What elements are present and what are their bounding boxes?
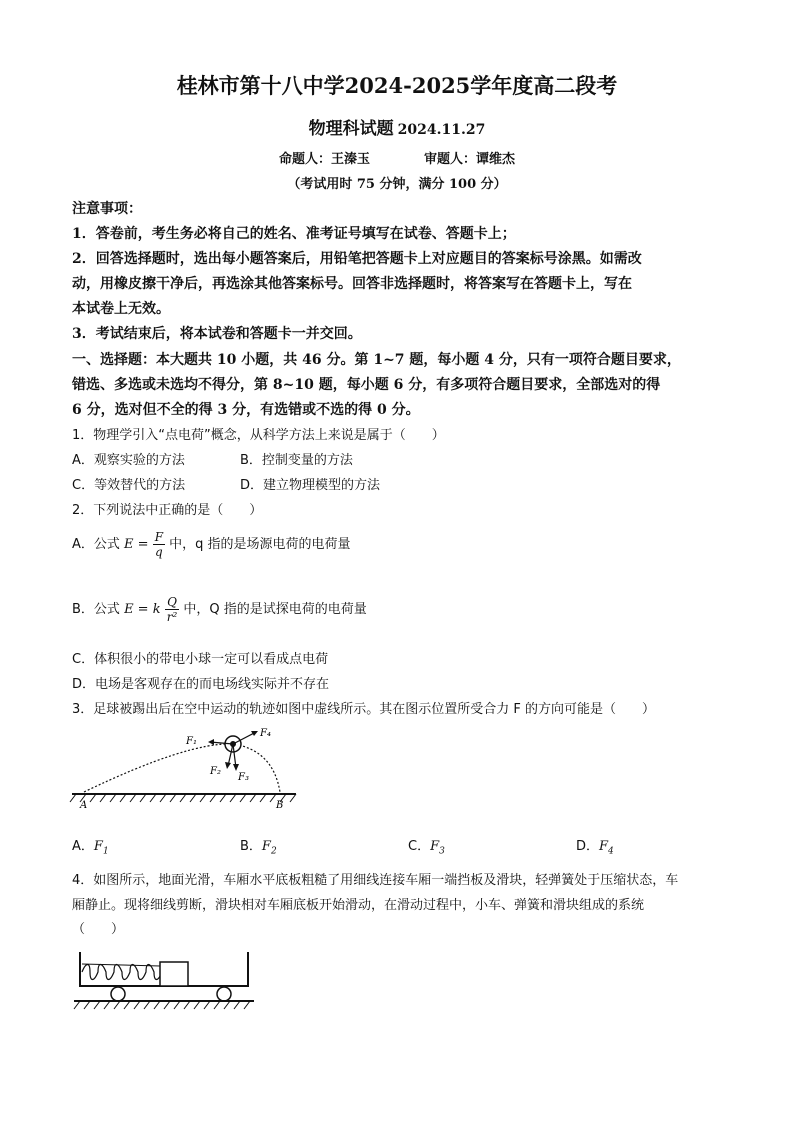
exam-title: 桂林市第十八中学2024-2025学年度高二段考 bbox=[176, 73, 618, 98]
option-label: B．公式 bbox=[72, 602, 120, 617]
slider-block bbox=[160, 962, 188, 986]
option-var: F bbox=[261, 839, 271, 854]
option-sub: 2 bbox=[270, 846, 277, 857]
formula-lhs: E = k bbox=[124, 602, 161, 617]
q3-option-d bbox=[576, 835, 614, 857]
option-var: F bbox=[430, 839, 440, 854]
q1-stem: 1．物理学引入“点电荷”概念，从科学方法上来说是属于（ ） bbox=[72, 428, 445, 443]
q4-stem: 4．如图所示，地面光滑，车厢水平底板粗糙了用细线连接车厢一端挡板及滑块，轻弹簧处于压缩状态，车 bbox=[72, 873, 679, 888]
ground-hatching bbox=[70, 794, 296, 802]
arrowhead bbox=[225, 762, 231, 769]
note-line: 1．答卷前，考生务必将自己的姓名、准考证号填写在试卷、答题卡上； bbox=[72, 226, 516, 242]
q3-stem: 3．足球被踢出后在空中运动的轨迹如图中虚线所示。其在图示位置所受合力 F 的方向可能是（ ） bbox=[72, 702, 656, 717]
q4-stem: 厢静止。现将细线剪断，滑块相对车厢底板开始滑动，在滑动过程中，小车、弹簧和滑块组成的系统 bbox=[72, 898, 645, 913]
option-label: C． bbox=[408, 839, 431, 854]
option-label: B． bbox=[240, 839, 262, 854]
section-instructions: 错选、多选或未选均不得分，第 8~10 题，每小题 6 分，有多项符合题目要求，全部选对的得 bbox=[72, 377, 661, 393]
author: 命题人：王溱玉 bbox=[278, 152, 370, 167]
q4-stem: （ ） bbox=[72, 922, 125, 937]
q3-option-c bbox=[408, 835, 445, 857]
option-label: A．公式 bbox=[72, 537, 120, 552]
fraction bbox=[153, 530, 165, 559]
section-instructions: 6 分，选对但不全的得 3 分，有选错或不选的得 0 分。 bbox=[72, 402, 420, 418]
option-text: 中，Q 指的是试探电荷的电荷量 bbox=[183, 602, 367, 617]
q1-option-a: A．观察实验的方法 bbox=[72, 453, 185, 468]
label-f3: F₃ bbox=[238, 772, 249, 783]
option-var: F bbox=[93, 839, 103, 854]
cart-spring-figure bbox=[70, 948, 256, 1012]
label-f4: F₄ bbox=[260, 728, 271, 739]
section-instructions: 一、选择题：本大题共 10 小题，共 46 分。第 1~7 题，每小题 4 分，只有一项符合题目要求， bbox=[72, 352, 681, 368]
q2-option-c: C．体积很小的带电小球一定可以看成点电荷 bbox=[72, 652, 329, 667]
option-sub: 3 bbox=[439, 846, 445, 857]
note-line: 本试卷上无效。 bbox=[72, 301, 170, 317]
q2-option-d: D．电场是客观存在的而电场线实际并不存在 bbox=[72, 677, 330, 692]
q3-option-b bbox=[240, 835, 277, 857]
note-line: 动，用橡皮擦干净后，再选涂其他答案标号。回答非选择题时，将答案写在答题卡上，写在 bbox=[72, 276, 632, 292]
notes-heading: 注意事项： bbox=[72, 201, 142, 217]
q1-option-d: D．建立物理模型的方法 bbox=[240, 478, 381, 493]
label-f2: F₂ bbox=[210, 766, 221, 777]
arrowhead bbox=[208, 739, 214, 745]
numerator: Q bbox=[165, 595, 180, 610]
option-sub: 4 bbox=[608, 846, 614, 857]
option-sub: 1 bbox=[102, 846, 109, 857]
ground-hatching bbox=[74, 1001, 250, 1009]
formula-lhs: E = bbox=[124, 537, 149, 552]
note-line: 2．回答选择题时，选出每小题答案后，用铅笔把答题卡上对应题目的答案标号涂黑。如需改 bbox=[72, 251, 642, 267]
wheel-right bbox=[217, 987, 231, 1001]
q2-option-b bbox=[72, 595, 367, 624]
subject-title: 物理科试题 bbox=[308, 119, 394, 139]
wheel-left bbox=[111, 987, 125, 1001]
reviewer: 审题人：谭维杰 bbox=[424, 152, 516, 167]
label-f1: F₁ bbox=[186, 736, 197, 747]
q2-option-a bbox=[72, 530, 351, 559]
note-line: 3．考试结束后，将本试卷和答题卡一并交回。 bbox=[72, 326, 362, 342]
exam-authors bbox=[0, 148, 794, 167]
exam-duration: （考试用时 75 分钟，满分 100 分） bbox=[287, 177, 507, 192]
option-label: A． bbox=[72, 839, 94, 854]
q3-option-a bbox=[72, 835, 109, 857]
fraction bbox=[165, 595, 180, 624]
option-var: F bbox=[599, 839, 609, 854]
option-text: 中，q 指的是场源电荷的电荷量 bbox=[169, 537, 351, 552]
trajectory-dashed-line bbox=[84, 744, 280, 792]
q1-option-b: B．控制变量的方法 bbox=[240, 453, 353, 468]
q1-option-c: C．等效替代的方法 bbox=[72, 478, 186, 493]
exam-date: 2024.11.27 bbox=[397, 122, 486, 138]
option-label: D． bbox=[576, 839, 600, 854]
football-trajectory-figure bbox=[68, 722, 308, 812]
spring bbox=[82, 965, 162, 980]
q2-stem: 2．下列说法中正确的是（ ） bbox=[72, 503, 263, 518]
numerator: F bbox=[154, 530, 164, 544]
denominator: q bbox=[155, 545, 163, 559]
denominator: r² bbox=[166, 610, 178, 624]
label-a: A bbox=[80, 800, 88, 811]
arrowhead bbox=[233, 764, 239, 771]
exam-subtitle bbox=[0, 114, 794, 139]
label-b: B bbox=[276, 800, 284, 811]
